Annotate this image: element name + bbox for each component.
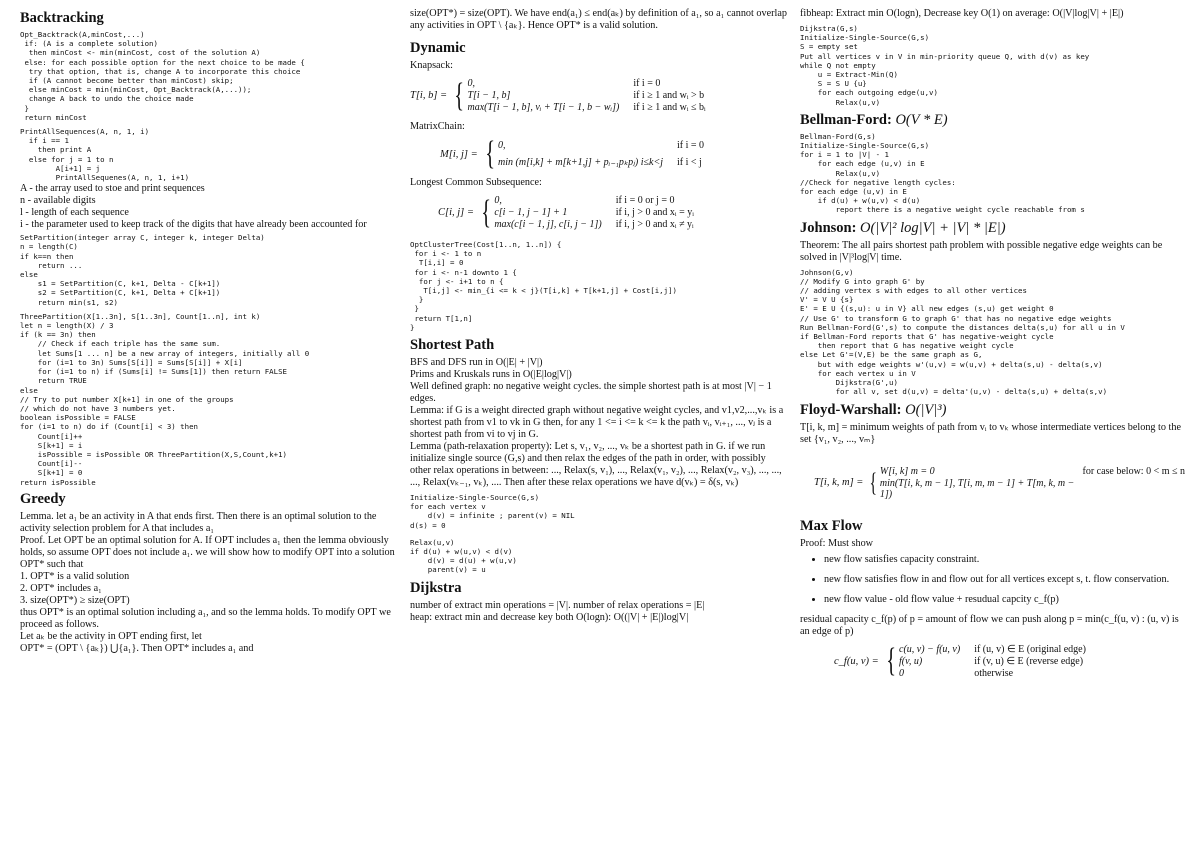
equation-lhs: C[i, j] = bbox=[438, 207, 474, 218]
column-3 bbox=[800, 8, 1185, 845]
floyd-warshall-definition: T[i, k, m] = minimum weights of path from vᵢ to vₖ whose intermediate vertices belong to the set {v₁, v₂, ..., vₘ} bbox=[800, 421, 1181, 445]
equation-cases bbox=[880, 466, 1185, 500]
sp-line: Well defined graph: no negative weight cycles. the simple shortest path is at most |V| − 1 edges. bbox=[410, 381, 772, 405]
case-cond bbox=[1083, 478, 1186, 500]
matrix-chain-label: MatrixChain: bbox=[410, 121, 465, 132]
case-expr: 0, bbox=[467, 78, 475, 89]
sp-line: Lemma (path-relaxation property): Let s, v₁, v₂, ..., vₖ be a shortest path in G. if we run initialize single source (G,s) and then relax the edges of the path in order, with possibly other relax operations in between: ..., Relax(s, v₁), ..., Relax(v₁, v₂), ..., Relax(v₂, v₃), ..., ..., ..., Relax(vₖ₋₁, vₖ), .... Then after these relax operations we have d(vₖ) = δ(s, vₖ) bbox=[410, 441, 782, 489]
equation-cases bbox=[467, 78, 705, 113]
dijkstra-line: number of extract min operations = |V|. number of relax operations = |E| bbox=[410, 599, 705, 611]
floyd-warshall-equation bbox=[814, 466, 1185, 500]
case-cond: if i = 0 bbox=[676, 140, 704, 151]
case-cond: if i, j > 0 and xᵢ ≠ yᵢ bbox=[615, 219, 694, 230]
note-line: i - the parameter used to keep track of the digits that have already been accounted for bbox=[20, 219, 367, 231]
section-title-max-flow: Max Flow bbox=[800, 517, 863, 534]
knapsack-label: Knapsack: bbox=[410, 60, 453, 71]
equation-cases bbox=[494, 195, 694, 230]
column-1 bbox=[20, 8, 398, 845]
section-title-bellman-ford bbox=[800, 112, 1185, 129]
code-relax: Relax(u,v) if d(u) + w(u,v) < d(v) d(v) = d(u) + w(u,v) parent(v) = u bbox=[410, 537, 517, 575]
case-cond: if i ≥ 1 and wᵢ ≤ bᵢ bbox=[633, 102, 706, 113]
greedy-line: Lemma. let a₁ be an activity in A that ends first. Then there is an optimal solution to the activity selection problem for A that includes a₁ bbox=[20, 510, 377, 534]
case-expr: 0, bbox=[498, 140, 506, 151]
case-cond: if i < j bbox=[676, 157, 702, 168]
greedy-line: 3. size(OPT*) ≥ size(OPT) bbox=[20, 594, 130, 606]
case-expr: T[i − 1, b] bbox=[467, 90, 511, 101]
case-cond: for case below: 0 < m ≤ n bbox=[1082, 465, 1185, 477]
greedy-continuation: size(OPT*) = size(OPT). We have end(a₁) ≤ end(aₖ) by definition of a₁, so a₁ cannot overlap any activities in OPT \ {aₖ}. Hence OPT* is a valid solution. bbox=[410, 8, 787, 31]
sp-line: Lemma: if G is a weight directed graph without negative weight cycles, and v1,v2,...,vₖ is a shortest path from v1 to vk in G then, for any 1 <= i <= k <= k the path vᵢ, vᵢ₊₁, ..., vⱼ is a shortest path from vi to vj in G. bbox=[410, 405, 784, 441]
note-line: n - available digits bbox=[20, 195, 96, 207]
list-item: • new flow satisfies capacity constraint. bbox=[824, 554, 1185, 566]
section-title-shortest-path: Shortest Path bbox=[410, 337, 495, 354]
equation-lhs: M[i, j] = bbox=[440, 148, 478, 160]
column-2 bbox=[410, 8, 788, 845]
brace-icon: { bbox=[484, 135, 495, 172]
matrix-chain-equation bbox=[440, 135, 788, 172]
code-dijkstra: Dijkstra(G,s) Initialize-Single-Source(G,s) S = empty set Put all vertices v in V in min-priority queue Q, with d(v) as key while Q not empty u = Extract-Min(Q) S = S U {u} for each outgoing edge(u,v) Relax(u,v) bbox=[800, 24, 1090, 107]
code-initialize-single-source: Initialize-Single-Source(G,s) for each vertex v d(v) = infinite ; parent(v) = NIL d(s) = 0 bbox=[410, 493, 575, 530]
fibheap-line: fibheap: Extract min O(logn), Decrease key O(1) on average: O(|V|log|V| + |E|) bbox=[800, 8, 1124, 19]
case-expr: max(T[i − 1, b], vᵢ + T[i − 1, b − wᵢ]) bbox=[467, 102, 620, 113]
case-cond: if (v, u) ∈ E (reverse edge) bbox=[974, 655, 1084, 667]
note-line: A - the array used to stoe and print sequences bbox=[20, 183, 205, 195]
dijkstra-line: heap: extract min and decrease key both O(logn): O((|V| + |E|)log|V| bbox=[410, 611, 689, 623]
section-title-floyd-warshall bbox=[800, 402, 1185, 419]
code-set-partition: SetPartition(integer array C, integer k, integer Delta) n = length(C) if k==n then return ... else s1 = SetPartition(C, k+1, Delta - C[k+1]) s2 = SetPartition(C, k+1, Delta + C[k+1]) return min(s1, s2) bbox=[20, 233, 265, 307]
greedy-line: thus OPT* is an optimal solution including a₁, and so the lemma holds. To modify OPT we proceed as follows. bbox=[20, 606, 391, 630]
section-title-dijkstra: Dijkstra bbox=[410, 579, 462, 596]
equation-cases bbox=[899, 644, 1086, 679]
johnson-theorem: Theorem: The all pairs shortest path problem with possible negative edge weights can be solved in |V|³log|V| time. bbox=[800, 239, 1163, 263]
case-cond: if (u, v) ∈ E (original edge) bbox=[974, 643, 1086, 655]
residual-capacity-equation bbox=[834, 644, 1185, 679]
code-opt-backtrack: Opt_Backtrack(A,minCost,...) if: (A is a complete solution) then minCost <- min(minCost, cost of the solution A) else: for each possible option for the next choice to be made { try that option, that is, change A to incorporate this choice if (A cannot become better than minCost) skip; else minCost = min(minCost, Opt_Backtrack(A,...)); change A back to undo the choice made } return minCost bbox=[20, 30, 305, 122]
equation-lhs: T[i, b] = bbox=[410, 90, 448, 101]
code-print-all-sequences: PrintAllSequences(A, n, 1, i) if i == 1 then print A else for j = 1 to n A[i+1] = j PrintAllSequenes(A, n, 1, i+1) bbox=[20, 127, 190, 183]
brace-icon: { bbox=[869, 467, 878, 497]
case-expr: min (m[i,k] + m[k+1,j] + pᵢ₋₁pₖpⱼ) i≤k<j bbox=[498, 157, 663, 168]
code-johnson: Johnson(G,v) // Modify G into graph G' by // adding vertex s with edges to all other vertices V' = V U {s} E' = E U {(s,u): u in V} all new edges (s,u) get weight 0 // Use G' to transform G to graph G' that has no negative edge weights Run Bellman-Ford(G',s) to compute the distances delta(s,u) for all u in V if Bellman-Ford reports that G' has negative-weight cycle then report that G has negative weight cycle else Let G'=(V,E) be the same graph as G, but with edge weights w'(u,v) = w(u,v) + delta(s,u) - delta(s,v) for each vertex u in V Dijkstra(G',u) for all v, set d(u,v) = delta'(u,v) - delta(s,u) + delta(s,v) bbox=[800, 267, 1125, 397]
knapsack-equation bbox=[410, 78, 788, 113]
title-text: Bellman-Ford: bbox=[800, 111, 892, 128]
sp-line: Prims and Kruskals runs in O(|E|log|V|) bbox=[410, 369, 572, 381]
title-math: O(|V|² log|V| + |V| * |E|) bbox=[860, 219, 1006, 236]
max-flow-list bbox=[824, 554, 1185, 606]
section-title-backtracking: Backtracking bbox=[20, 10, 104, 26]
section-title-greedy: Greedy bbox=[20, 490, 66, 507]
residual-capacity-text: residual capacity c_f(p) of p = amount of flow we can push along p = min(c_f(u, v) : (u, v) is an edge of p) bbox=[800, 613, 1179, 637]
case-expr: W[i, k] m = 0 bbox=[879, 465, 935, 477]
lcs-label: Longest Common Subsequence: bbox=[410, 177, 542, 188]
max-flow-proof: Proof: Must show bbox=[800, 537, 874, 549]
sp-line: BFS and DFS run in O(|E| + |V|) bbox=[410, 357, 543, 369]
case-expr: f(v, u) bbox=[899, 655, 923, 667]
greedy-line: Proof. Let OPT be an optimal solution for A. If OPT includes a₁ then the lemma obviously holds, so assume OPT does not include a₁. we will show how to modify OPT into a solution OPT* such that bbox=[20, 534, 395, 570]
sequence-notes bbox=[20, 183, 398, 231]
note-line: l - length of each sequence bbox=[20, 207, 129, 219]
case-expr: 0, bbox=[494, 195, 502, 206]
equation-lhs: T[i, k, m] = bbox=[814, 477, 864, 488]
code-three-partition: ThreePartition(X[1..3n], S[1..3n], Count[1..n], int k) let n = length(X) / 3 if (k == 3n) then // Check if each triple has the same sum. let Sums[1 ... n] be a new array of integers, initially all 0 for (i=1 to 3n) Sums[S[i]] = Sums[S[i]] + X[i] for (i=1 to n) if (Sums[i] != Sums[1]) then return FALSE return TRUE else // Try to put number X[k+1] in one of the groups // which do not have 3 numbers yet. boolean isPossible = FALSE for (i=1 to n) do if (Count[i] < 3) then Count[i]++ S[k+1] = i isPossible = isPossible OR ThreePartition(X,S,Count,k+1) Count[i]-- S[k+1] = 0 return isPossible bbox=[20, 311, 310, 487]
greedy-line: OPT* = (OPT \ {aₖ}) ⋃{a₁}. Then OPT* includes a₁ and bbox=[20, 642, 254, 654]
brace-icon: { bbox=[481, 193, 492, 231]
equation-lhs: c_f(u, v) = bbox=[834, 655, 879, 667]
list-item: • new flow satisfies flow in and flow out for all vertices except s, t. flow conservation. bbox=[824, 574, 1185, 586]
case-expr: min(T[i, k, m − 1], T[i, m, m − 1] + T[m, k, m − 1]) bbox=[879, 477, 1075, 500]
brace-icon: { bbox=[885, 642, 896, 679]
case-cond: otherwise bbox=[974, 667, 1014, 679]
title-math: O(|V|³) bbox=[905, 401, 947, 418]
case-cond: if i = 0 or j = 0 bbox=[615, 195, 675, 206]
code-opt-cluster-tree: OptClusterTree(Cost[1..n, 1..n]) { for i <- 1 to n T[i,i] = 0 for i <- n-1 downto 1 { for j <- i+1 to n { T[i,j] <- min_{i <= k < j}(T[i,k] + T[k+1,j] + Cost[i,j]) } } return T[1,n] } bbox=[410, 240, 677, 332]
greedy-body bbox=[20, 511, 398, 655]
title-text: Floyd-Warshall: bbox=[800, 401, 902, 418]
greedy-line: 1. OPT* is a valid solution bbox=[20, 570, 130, 582]
case-expr: c[i − 1, j − 1] + 1 bbox=[494, 207, 568, 218]
greedy-line: 2. OPT* includes a₁ bbox=[20, 582, 102, 594]
lcs-equation bbox=[438, 195, 788, 230]
shortest-path-body bbox=[410, 357, 788, 489]
greedy-line: Let aₖ be the activity in OPT ending first, let bbox=[20, 630, 202, 642]
section-title-johnson bbox=[800, 220, 1185, 237]
case-expr: max(c[i − 1, j], c[i, j − 1]) bbox=[494, 219, 602, 230]
code-bellman-ford: Bellman-Ford(G,s) Initialize-Single-Source(G,s) for i = 1 to |V| - 1 for each edge (u,v) in E Relax(u,v) //Check for negative length cycles: for each edge (u,v) in E if d(u) + w(u,v) < d(u) report there is a negative weight cycle reachable from s bbox=[800, 131, 1085, 215]
case-cond: if i, j > 0 and xᵢ = yᵢ bbox=[615, 207, 694, 218]
title-text: Johnson: bbox=[800, 219, 857, 236]
brace-icon: { bbox=[454, 76, 465, 114]
case-cond: if i = 0 bbox=[633, 78, 661, 89]
title-math: O(V * E) bbox=[895, 111, 948, 128]
equation-cases bbox=[498, 140, 704, 168]
section-title-dynamic: Dynamic bbox=[410, 40, 466, 56]
case-cond: if i ≥ 1 and wᵢ > b bbox=[633, 90, 705, 101]
case-expr: c(u, v) − f(u, v) bbox=[899, 643, 961, 655]
case-expr: 0 bbox=[899, 667, 905, 679]
list-item: • new flow value - old flow value + resudual capcity c_f(p) bbox=[824, 594, 1185, 606]
